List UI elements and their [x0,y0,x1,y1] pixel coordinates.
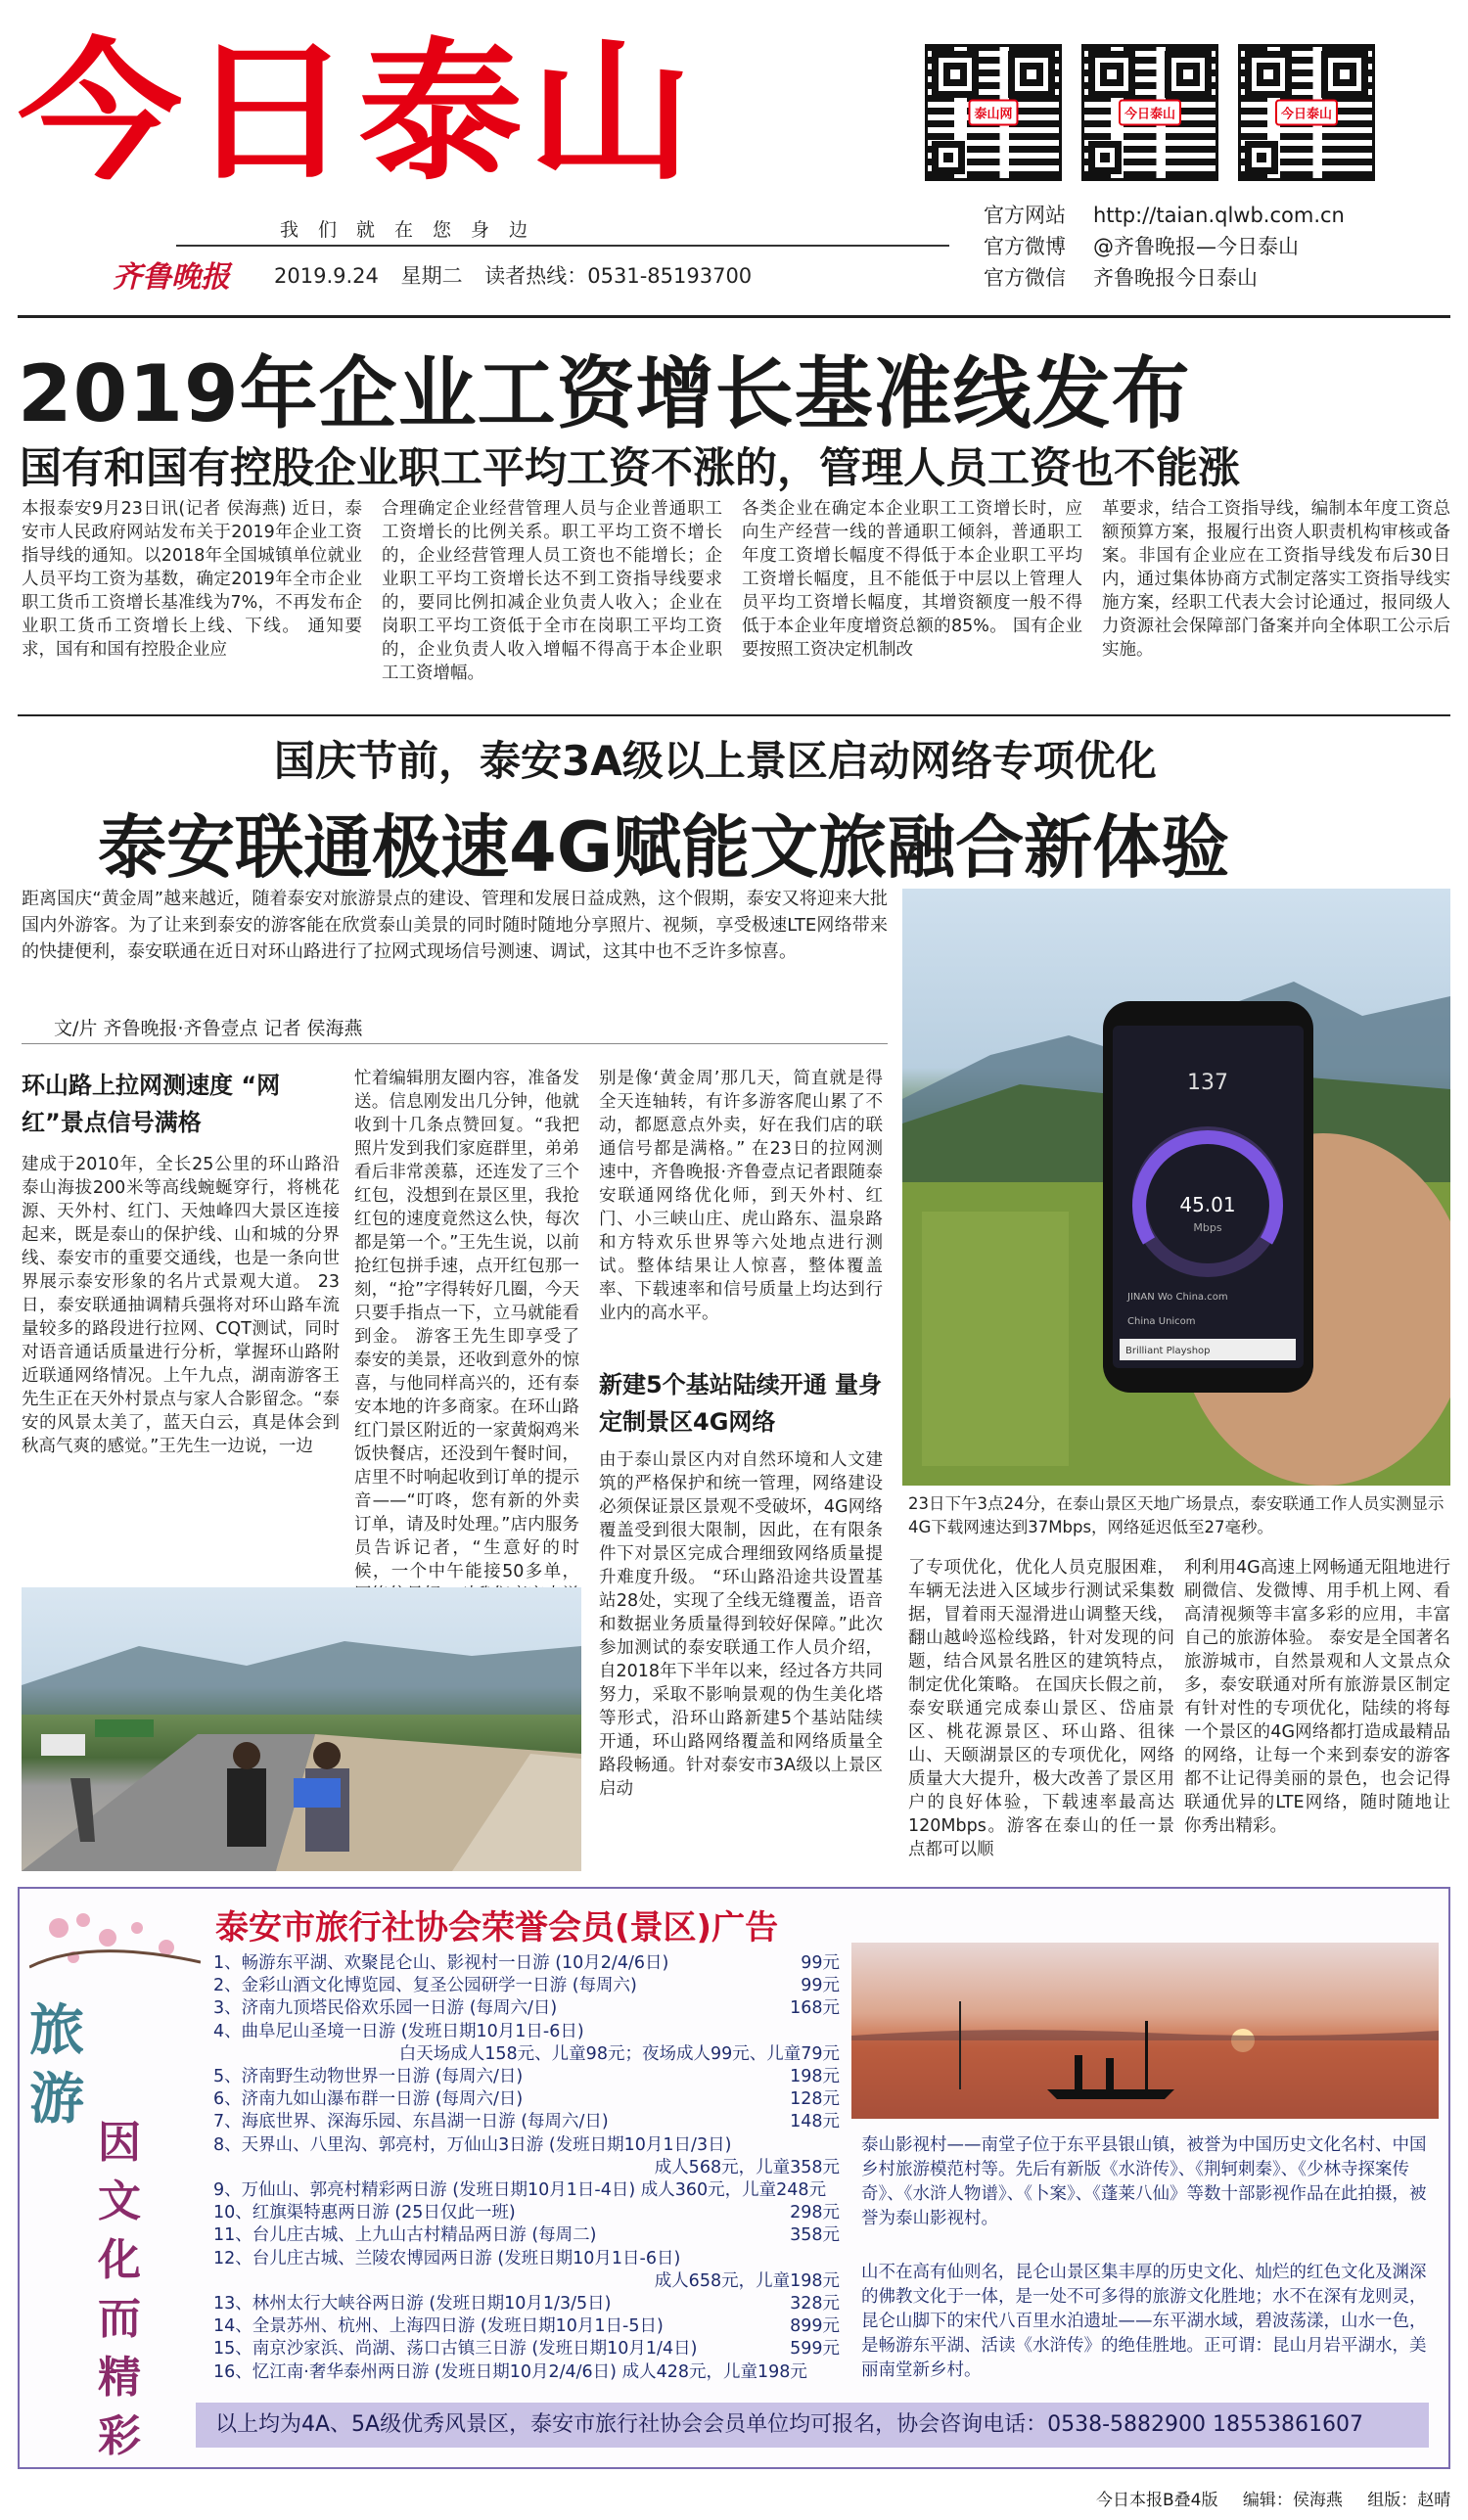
qr-logo: 今日泰山 [1119,100,1181,126]
tour-item: 12、台儿庄古城、兰陵农博园两日游 (发班日期10月1日-6日) [213,2248,681,2268]
article1-col: 合理确定企业经营管理人员与企业普通职工工资增长的比例关系。职工平均工资不增长的，企业经营管理人员工资也不能增长；企业职工平均工资增长达不到工资指导线要求的，要同比例扣减企业负责人收入；企业在岗职工平均工资低于全市在岗职工平均工资的，企业负责人收入增幅不得高于本企业职工工资增幅。 [382,499,722,683]
tour-item: 成人568元，儿童358元 [654,2157,840,2177]
calligraphy-char: 精 [98,2353,141,2403]
ad-calligraphy-left [29,1996,88,2133]
page-number: 今日本报B叠4版 [1096,2491,1218,2510]
dateline [274,260,767,290]
official-wechat: 齐鲁晚报今日泰山 [1093,266,1258,290]
section-divider [18,315,1450,318]
ad-desc-kunlun: 山不在高有仙则名，昆仑山景区集丰厚的历史文化、灿烂的红色文化及渊深的佛教文化于一体，是一处不可多得的旅游文化胜地；水不在深有龙则灵，昆仑山脚下的宋代八百里水泊遗址——东平湖水域，碧波荡漾，山水一色，是畅游东平湖、活读《水浒传》的绝佳胜地。正可谓：昆山月岩平湖水，美丽南堂新乡村。 [861,2263,1427,2380]
tour-item: 3、济南九顶塔民俗欢乐园一日游 (每周六/日) 168元 [213,1998,840,2019]
photo-caption: 23日下午3点24分，在泰山景区天地广场景点，泰安联通工作人员实测显示4G下载网速达到37Mbps，网络延迟低至27毫秒。 [908,1494,1445,1536]
article2-lead: 距离国庆“黄金周”越来越近，随着泰安对旅游景点的建设、管理和发展日益成熟，这个假期，泰安又将迎来大批国内外游客。为了让来到泰安的游客能在欣赏泰山美景的同时随时随地分享照片、视频，享受极速LTE网络带来的快捷便利，泰安联通在近日对环山路进行了拉网式现场信号测速、调试，这其中也不乏许多惊喜。 [22,889,888,962]
issue-date: 2019.9.24 [274,264,379,288]
proof-credit: 组版：赵晴 [1367,2491,1451,2510]
tour-item: 8、天界山、八里沟、郭亮村，万仙山3日游 (发班日期10月1日/3日) [213,2134,732,2155]
calligraphy-char: 彩 [98,2411,141,2461]
phone-ad: Brilliant Playshop [1125,1346,1211,1356]
issue-weekday: 星期二 [400,264,463,288]
ad-calligraphy-right [98,2114,157,2466]
tour-item: 5、济南野生动物世界一日游 (每周六/日) 198元 [213,2067,840,2087]
tour-item: 6、济南九如山瀑布群一日游 (每周六/日) 128元 [213,2089,840,2110]
tour-item: 16、忆江南·奢华泰州两日游 (发班日期10月2/4/6日) 成人428元，儿童198元 [213,2361,807,2382]
tour-item: 7、海底世界、深海乐园、东昌湖一日游 (每周六/日) 148元 [213,2112,840,2132]
official-website[interactable]: http://taian.qlwb.com.cn [1093,204,1345,227]
qr-logo: 今日泰山 [1275,100,1338,126]
phone-speed-unit: Mbps [1193,1221,1222,1234]
article1-headline: 2019年企业工资增长基准线发布 [18,348,1191,439]
tour-item: 成人658元，儿童198元 [654,2270,840,2291]
official-accounts [984,200,1453,294]
masthead-title: 今日泰山 [18,23,699,202]
qr-code[interactable] [1238,44,1375,181]
section-divider [18,714,1450,716]
ad-title: 泰安市旅行社协会荣誉会员(景区)广告 [215,1908,779,1947]
calligraphy-char: 游 [29,2067,84,2131]
article1-col: 革要求，结合工资指导线，编制本年度工资总额预算方案，报履行出资人职责机构审核或备案。非国有企业应在工资指导线发布后30日内，通过集体协商方式制定落实工资指导线实施方案，经职工代表大会讨论通过，报同级人力资源社会保障部门备案并向全体职工公示后实施。 [1102,499,1450,660]
article2-kicker: 国庆节前，泰安3A级以上景区启动网络专项优化 [274,737,1157,785]
ad-footer-text: 以上均为4A、5A级优秀风景区，泰安市旅行社协会会员单位均可报名，协会咨询电话：0538-5882900 18553861607 [215,2412,1363,2437]
article2-subhead: 新建5个基站陆续开通 量身定制景区4G网络 [599,1371,883,1436]
article2-col: 利利用4G高速上网畅通无阻地进行刷微信、发微博、用手机上网、看高清视频等丰富多彩的应用，丰富自己的旅游体验。 泰安是全国著名旅游城市，自然景观和人文景点众多，泰安联通对所有旅游景区制定有针对性的专项优化，陆续的将每一个景区的4G网络都打造成最精品的网络，让每一个来到泰安的游客都不让记得美丽的景色，也会记得联通优异的LTE网络，随时随地让你秀出精彩。 [1184,1558,1450,1836]
brand-logo: 齐鲁晚报 [113,260,230,295]
calligraphy-char: 而 [98,2294,141,2344]
article2-byline: 文/片 齐鲁晚报·齐鲁壹点 记者 侯海燕 [54,1018,363,1039]
tour-item: 13、林州太行大峡谷两日游 (发班日期10月1/3/5日) 328元 [213,2294,840,2314]
ad-desc-film-village: 泰山影视村——南堂子位于东平县银山镇，被誉为中国历史文化名村、中国乡村旅游模范村等。先后有新版《水浒传》、《荆轲刺秦》、《少林寺探案传奇》、《水浒人物谱》、《卜案》、《蓬莱八仙》等数十部影视作品在此拍摄，被誉为泰山影视村。 [861,2135,1427,2228]
calligraphy-char: 因 [98,2118,141,2168]
official-label: 官方网站 [984,204,1066,227]
phone-carrier: China Unicom [1127,1316,1196,1327]
official-label: 官方微博 [984,235,1066,258]
page-footer [1077,2486,1450,2510]
tour-item: 11、台儿庄古城、上九山古村精品两日游 (每周二) 358元 [213,2225,840,2246]
tour-item: 10、红旗渠特惠两日游 (25日仅此一班) 298元 [213,2203,840,2223]
tour-item: 2、金彩山酒文化博览园、复圣公园研学一日游 (每周六) 99元 [213,1976,840,1996]
divider [22,1043,888,1044]
article2-headline: 泰安联通极速4G赋能文旅融合新体验 [98,807,1230,888]
qr-code[interactable] [925,44,1062,181]
ad-footer-contact [196,2403,1429,2448]
tour-item: 14、全景苏州、杭州、上海四日游 (发班日期10月1日-5日) 899元 [213,2316,840,2337]
official-weibo: @齐鲁晚报—今日泰山 [1093,235,1299,258]
article1-subheadline: 国有和国有控股企业职工平均工资不涨的，管理人员工资也不能涨 [20,444,1240,493]
tour-item: 白天场成人158元、儿童98元；夜场成人99元、儿童79元 [398,2043,840,2064]
ad-tour-list [213,1952,840,2384]
phone-server: JINAN Wo China.com [1127,1292,1228,1303]
article2-subhead: 环山路上拉网测速度 “网红”景点信号满格 [22,1072,281,1136]
tour-item: 9、万仙山、郭亮村精彩两日游 (发班日期10月1日-4日) 成人360元，儿童248元 [213,2180,827,2201]
editor-credit: 编辑：侯海燕 [1242,2491,1343,2510]
phone-ping: 137 [1187,1071,1228,1095]
masthead-rule [176,245,949,247]
lake-sunset-photo [851,1943,1439,2119]
tour-item: 15、南京沙家浜、尚湖、荡口古镇三日游 (发班日期10月1/4日) 599元 [213,2339,840,2360]
reader-hotline: 读者热线：0531-85193700 [484,264,753,288]
calligraphy-char: 旅 [29,1998,84,2063]
tour-item: 4、曲阜尼山圣境一日游 (发班日期10月1日-6日) [213,2021,584,2041]
article1-col: 各类企业在确定本企业职工工资增长时，应向生产经营一线的普通职工倾斜，普通职工年度工资增长幅度不得低于本企业职工平均工资增长幅度，且不能低于中层以上管理人员平均工资增长幅度，其增资额度一般不得低于本企业年度增资总额的85%。 国有企业要按照工资决定机制改 [742,499,1082,660]
calligraphy-char: 文 [98,2176,141,2226]
article2-col: 由于泰山景区内对自然环境和人文建筑的严格保护和统一管理，网络建设必须保证景区景观不受破坏，4G网络覆盖受到很大限制，因此，在有限条件下对景区完成合理细致网络质量提升难度升级。 “环山路沿途共设置基站28处，实现了全线无缝覆盖，语音和数据业务质量得到较好保障。”此次参加测试的泰安联通工作人员介绍，自2018年下半年以来，经过各方共同努力，采取不影响景观的伪生美化塔等形式，沿环山路新建5个基站陆续开通，环山路网络覆盖和网络质量全路段畅通。针对泰安市3A级以上景区启动 [599,1450,883,1799]
article2-col: 忙着编辑朋友圈内容，准备发送。信息刚发出几分钟，他就收到十几条点赞回复。“我把照片发到我们家庭群里，弟弟看后非常羡慕，还连发了三个红包，没想到在景区里，我抢红包的速度竟然这么快，每次都是第一个。”王先生说，以前抢红包拼手速，点开红包那一刻，“抢”字得转好几圈，今天只要手指点一下，立马就能看到金。 游客王先生即享受了泰安的美景，还收到意外的惊喜，与他同样高兴的，还有泰安本地的许多商家。在环山路红门景区附近的一家黄焖鸡米饭快餐店，还没到午餐时间，店里不时响起收到订单的提示音——“叮咚，您有新的外卖订单，请及时处理。”店内服务员告诉记者，“生意好的时候，一个中午能接50多单， [354,1069,579,1581]
phone-speedtest-photo [902,889,1450,1486]
phone-speed-value: 45.01 [1179,1193,1236,1216]
road-test-photo [22,1587,581,1871]
masthead-slogan: 我们就在您身边 [274,215,553,242]
tour-item: 1、畅游东平湖、欢聚昆仑山、影视村一日游 (10月2/4/6日) 99元 [213,1953,840,1973]
calligraphy-char: 化 [98,2235,141,2285]
article2-col: 建成于2010年，全长25公里的环山路沿泰山海拔200米等高线蜿蜒穿行，将桃花源、天外村、红门、天烛峰四大景区连接起来，既是泰山的保护线、山和城的分界线、泰安市的重要交通线，也是一条向世界展示泰安形象的名片式景观大道。 23日，泰安联通抽调精兵强将对环山路车流量较多的路段进行拉网、CQT测试，同时对语音通话质量进行分析，掌握环山路附近联通网络情况。上午九点，湖南游客王先生正在天外村景点与家人合影留念。“泰安的风景太美了，蓝天白云，真是体会到秋高气爽的感觉。”王先生一边说，一边 [22,1155,340,1456]
article1-col: 本报泰安9月23日讯(记者 侯海燕) 近日，泰安市人民政府网站发布关于2019年企业工资指导线的通知。以2018年全国城镇单位就业人员平均工资为基数，确定2019年全市企业职工货币工资增长基准线为7%，不再发布企业职工货币工资增长上线、下线。 通知要求，国有和国有控股企业应 [22,499,362,660]
official-label: 官方微信 [984,266,1066,290]
qr-logo: 泰山网 [968,100,1018,126]
qr-code[interactable] [1081,44,1218,181]
article2-col: 了专项优化，优化人员克服困难，车辆无法进入区域步行测试采集数据，冒着雨天湿滑进山调整天线，翻山越岭巡检线路，针对发现的问题，结合风景名胜区的建筑特点，制定优化策略。 在国庆长假之前，泰安联通完成泰山景区、岱庙景区、桃花源景区、环山路、徂徕山、天颐湖景区的专项优化，网络质量大大提升，极大改善了景区用户的良好体验，下载速率最高达120Mbps。游客在泰山的任一景点都可以顺 [908,1558,1174,1859]
article2-col: 别是像‘黄金周’那几天，简直就是得全天连轴转，有许多游客爬山累了不动，都愿意点外卖，好在我们店的联通信号都是满格。” 在23日的拉网测速中，齐鲁晚报·齐鲁壹点记者跟随泰安联通网络优化师，到天外村、红门、小三峡山庄、虎山路东、温泉路和方特欢乐世界等六处地点进行测试。整体结果让人惊喜，整体覆盖率、下载速率和信号质量上均达到行业内的高水平。 [599,1069,883,1323]
